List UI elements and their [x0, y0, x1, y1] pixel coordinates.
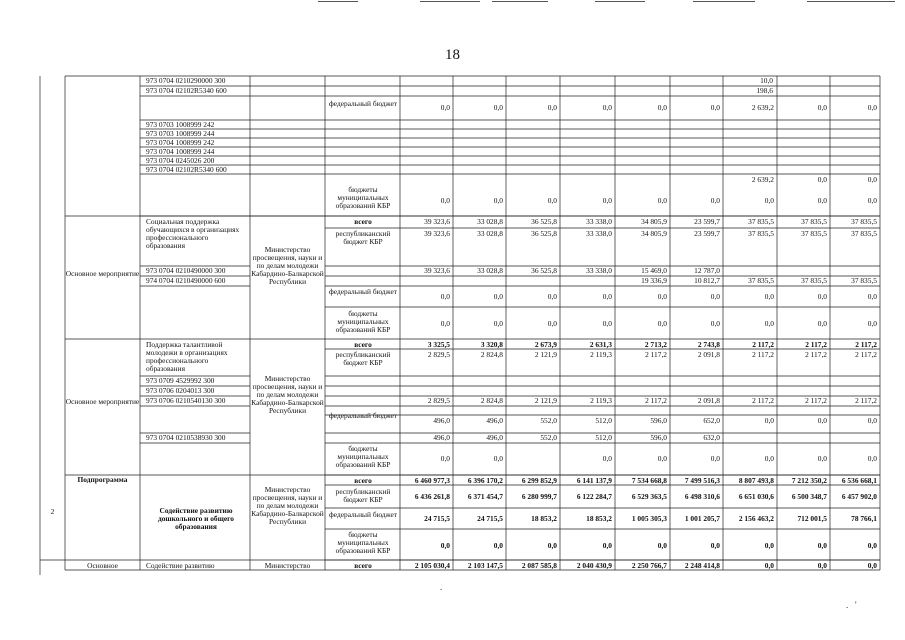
value-cell: 0,0 — [867, 292, 877, 301]
value-cell: 2 743,8 — [697, 340, 720, 349]
value-cell: 0,0 — [440, 292, 450, 301]
value-cell: 37 835,5 — [748, 217, 774, 226]
budget-code: 973 0703 1008999 244 — [146, 129, 215, 138]
value-cell: 2 117,2 — [752, 340, 774, 349]
value-cell: 6 396 170,2 — [467, 476, 503, 485]
value-cell: 0,0 — [493, 319, 503, 328]
value-cell: 2 121,9 — [534, 396, 557, 405]
funding-source: республиканский бюджет КБР — [335, 350, 391, 367]
value-cell: 0,0 — [867, 561, 877, 570]
value-cell: 2 117,2 — [855, 350, 877, 359]
funding-source: всего — [354, 340, 372, 349]
value-cell: 0,0 — [602, 319, 612, 328]
funding-source: всего — [354, 561, 372, 570]
value-cell: 0,0 — [867, 319, 877, 328]
value-cell: 0,0 — [867, 103, 877, 112]
value-cell: 0,0 — [764, 319, 774, 328]
value-cell: 36 525,8 — [531, 266, 557, 275]
value-cell: 632,0 — [703, 433, 720, 442]
value-cell: 2 117,2 — [645, 396, 667, 405]
value-cell: 39 323,6 — [424, 229, 450, 238]
value-cell: 0,0 — [817, 319, 827, 328]
value-cell: 0,0 — [547, 541, 557, 550]
value-cell: 596,0 — [650, 416, 667, 425]
value-cell: 0,0 — [657, 103, 667, 112]
value-cell: 33 028,8 — [477, 266, 503, 275]
funding-source: бюджеты муниципальных образований КБР — [335, 185, 391, 210]
budget-code: 973 0709 4529992 300 — [146, 376, 215, 385]
value-cell: 2 105 030,4 — [414, 561, 450, 570]
value-cell: 0,0 — [867, 454, 877, 463]
budget-code: 973 0703 1008999 242 — [146, 120, 215, 129]
value-cell: 2 250 766,7 — [631, 561, 667, 570]
value-cell: 0,0 — [710, 292, 720, 301]
value-cell: 24 715,5 — [424, 514, 450, 523]
budget-code: 973 0704 1008999 242 — [146, 138, 215, 147]
value-cell: 3 325,5 — [427, 340, 450, 349]
value-cell: 2 673,9 — [534, 340, 557, 349]
value-cell: 0,0 — [764, 454, 774, 463]
value-cell: 0,0 — [602, 541, 612, 550]
value-cell: 0,0 — [657, 541, 667, 550]
measure-name: Содействие развитию — [146, 561, 215, 570]
value-cell: 6 651 030,6 — [738, 492, 774, 501]
value-cell: 2 091,8 — [697, 350, 720, 359]
value-cell: 7 534 668,8 — [631, 476, 667, 485]
value-cell: 37 835,5 — [748, 276, 774, 285]
value-cell: 15 469,0 — [641, 266, 667, 275]
value-cell: 552,0 — [540, 416, 557, 425]
measure-type: Основное мероприятие — [65, 269, 140, 278]
value-cell: 2 117,2 — [805, 340, 827, 349]
value-cell: 2 119,3 — [590, 396, 612, 405]
value-cell: 0,0 — [817, 416, 827, 425]
value-cell: 496,0 — [486, 416, 503, 425]
value-cell: 712 001,5 — [797, 514, 827, 523]
value-cell: 652,0 — [703, 416, 720, 425]
value-cell: 0,0 — [440, 541, 450, 550]
value-cell: 6 500 348,7 — [791, 492, 827, 501]
funding-source: всего — [354, 217, 372, 226]
value-cell: 2 091,8 — [697, 396, 720, 405]
budget-code: 973 0704 0210538930 300 — [146, 433, 226, 442]
value-cell: 2 824,8 — [480, 396, 503, 405]
value-cell: 496,0 — [433, 433, 450, 442]
budget-code: 973 0704 0210290000 300 — [146, 76, 226, 85]
value-cell: 2 103 147,5 — [467, 561, 503, 570]
value-cell: 12 787,0 — [694, 266, 720, 275]
funding-source: федеральный бюджет — [328, 287, 398, 296]
value-cell: 0,0 — [602, 292, 612, 301]
value-cell: 2 156 463,2 — [738, 514, 774, 523]
value-cell: 0,0 — [440, 454, 450, 463]
value-cell: 37 835,5 — [851, 229, 877, 238]
value-cell: 2 087 585,8 — [521, 561, 557, 570]
value-cell: 0,0 — [602, 196, 612, 205]
value-cell: 0,0 — [547, 196, 557, 205]
scan-mark: . — [440, 582, 443, 592]
value-cell: 6 460 977,3 — [414, 476, 450, 485]
value-cell: 0,0 — [817, 561, 827, 570]
value-cell: 0,0 — [602, 103, 612, 112]
funding-source: всего — [354, 476, 372, 485]
value-cell: 2 117,2 — [855, 396, 877, 405]
value-cell: 6 141 137,9 — [576, 476, 612, 485]
value-cell: 0,0 — [657, 454, 667, 463]
value-cell: 0,0 — [817, 196, 827, 205]
value-cell: 512,0 — [595, 433, 612, 442]
value-cell: 0,0 — [657, 319, 667, 328]
executor: Министерство просвещения, науки и по делам молодежи Кабардино-Балкарской Республики — [251, 245, 324, 286]
funding-source: федеральный бюджет — [328, 411, 398, 420]
value-cell: 0,0 — [440, 319, 450, 328]
value-cell: 0,0 — [493, 103, 503, 112]
value-cell: 0,0 — [817, 292, 827, 301]
value-cell: 198,6 — [756, 86, 773, 95]
value-cell: 8 807 493,8 — [738, 476, 774, 485]
value-cell: 0,0 — [867, 174, 877, 184]
value-cell: 23 599,7 — [694, 217, 720, 226]
value-cell: 10 812,7 — [694, 276, 720, 285]
value-cell: 2 639,2 — [751, 174, 774, 184]
value-cell: 37 835,5 — [801, 229, 827, 238]
measure-type: Основное мероприятие — [65, 397, 140, 406]
value-cell: 0,0 — [657, 292, 667, 301]
value-cell: 34 805,9 — [641, 229, 667, 238]
value-cell: 0,0 — [710, 196, 720, 205]
value-cell: 496,0 — [433, 416, 450, 425]
value-cell: 0,0 — [867, 416, 877, 425]
value-cell: 0,0 — [440, 196, 450, 205]
budget-code: 973 0704 0245026 200 — [146, 156, 215, 165]
value-cell: 496,0 — [486, 433, 503, 442]
budget-code: 973 0706 0204013 300 — [146, 386, 215, 395]
measure-name: Социальная поддержка обучающихся в организациях профессионального образования — [146, 217, 240, 250]
value-cell: 34 805,9 — [641, 217, 667, 226]
value-cell: 2 117,2 — [805, 396, 827, 405]
funding-source: республиканский бюджет КБР — [335, 487, 391, 504]
value-cell: 2 824,8 — [480, 350, 503, 359]
funding-source: федеральный бюджет — [328, 99, 398, 108]
value-cell: 6 371 454,7 — [467, 492, 503, 501]
value-cell: 0,0 — [493, 292, 503, 301]
value-cell: 39 323,6 — [424, 266, 450, 275]
value-cell: 0,0 — [493, 454, 503, 463]
value-cell: 24 715,5 — [477, 514, 503, 523]
measure-name: Содействие развитию дошкольного и общего образования — [157, 506, 235, 531]
value-cell: 0,0 — [657, 196, 667, 205]
budget-code: 973 0704 0210490000 300 — [146, 266, 226, 275]
value-cell: 0,0 — [817, 454, 827, 463]
value-cell: 0,0 — [602, 454, 612, 463]
scan-mark: . ' — [846, 600, 857, 610]
value-cell: 18 853,2 — [531, 514, 557, 523]
value-cell: 0,0 — [710, 319, 720, 328]
value-cell: 2 119,3 — [590, 350, 612, 359]
measure-type: Основное — [87, 561, 118, 570]
funding-source: бюджеты муниципальных образований КБР — [335, 444, 391, 469]
value-cell: 78 766,1 — [851, 514, 877, 523]
value-cell: 0,0 — [817, 174, 827, 184]
value-cell: 33 028,8 — [477, 217, 503, 226]
value-cell: 2 248 414,8 — [684, 561, 720, 570]
value-cell: 37 835,5 — [851, 217, 877, 226]
value-cell: 2 040 430,9 — [576, 561, 612, 570]
executor: Министерство просвещения, науки и по делам молодежи Кабардино-Балкарской Республики — [251, 485, 324, 526]
budget-code: 973 0706 0210540130 300 — [146, 396, 226, 405]
budget-code: 973 0704 02102R5340 600 — [146, 86, 227, 95]
value-cell: 6 529 363,5 — [631, 492, 667, 501]
value-cell: 0,0 — [493, 196, 503, 205]
value-cell: 33 028,8 — [477, 229, 503, 238]
value-cell: 2 121,9 — [534, 350, 557, 359]
value-cell: 0,0 — [547, 103, 557, 112]
value-cell: 23 599,7 — [694, 229, 720, 238]
value-cell: 2 117,2 — [752, 350, 774, 359]
value-cell: 6 280 999,7 — [521, 492, 557, 501]
value-cell: 33 338,0 — [586, 217, 612, 226]
funding-source: федеральный бюджет — [328, 510, 398, 519]
value-cell: 3 320,8 — [480, 340, 503, 349]
value-cell: 512,0 — [595, 416, 612, 425]
value-cell: 2 117,2 — [855, 340, 877, 349]
executor: Министерство просвещения, науки и по делам молодежи Кабардино-Балкарской Республики — [251, 374, 324, 415]
value-cell: 1 005 305,3 — [631, 514, 667, 523]
measure-type: Подпрограмма — [77, 475, 128, 484]
value-cell: 0,0 — [867, 541, 877, 550]
value-cell: 2 829,5 — [427, 350, 450, 359]
page-number: 18 — [445, 47, 460, 63]
value-cell: 33 338,0 — [586, 266, 612, 275]
value-cell: 6 536 668,1 — [841, 476, 877, 485]
value-cell: 0,0 — [817, 103, 827, 112]
executor: Министерство — [264, 561, 311, 570]
funding-source: республиканский бюджет КБР — [335, 229, 391, 246]
value-cell: 2 631,3 — [589, 340, 612, 349]
value-cell: 6 299 852,9 — [521, 476, 557, 485]
value-cell: 37 835,5 — [801, 217, 827, 226]
value-cell: 0,0 — [764, 541, 774, 550]
value-cell: 0,0 — [764, 416, 774, 425]
value-cell: 2 639,2 — [751, 103, 774, 112]
value-cell: 6 457 902,0 — [841, 492, 877, 501]
value-cell: 36 525,8 — [531, 217, 557, 226]
value-cell: 0,0 — [547, 292, 557, 301]
value-cell: 36 525,8 — [531, 229, 557, 238]
budget-code: 973 0704 02102R5340 600 — [146, 165, 227, 174]
value-cell: 2 117,2 — [752, 396, 774, 405]
value-cell: 596,0 — [650, 433, 667, 442]
value-cell: 37 835,5 — [851, 276, 877, 285]
value-cell: 0,0 — [867, 196, 877, 205]
value-cell: 7 212 350,2 — [791, 476, 827, 485]
budget-code: 973 0704 1008999 244 — [146, 147, 215, 156]
value-cell: 6 498 310,6 — [684, 492, 720, 501]
value-cell: 18 853,2 — [586, 514, 612, 523]
row-number: 2 — [50, 507, 55, 516]
value-cell: 0,0 — [710, 454, 720, 463]
value-cell: 0,0 — [817, 541, 827, 550]
value-cell: 0,0 — [764, 292, 774, 301]
value-cell: 6 122 284,7 — [576, 492, 612, 501]
value-cell: 37 835,5 — [748, 229, 774, 238]
value-cell: 7 499 516,3 — [684, 476, 720, 485]
value-cell: 33 338,0 — [586, 229, 612, 238]
funding-source: бюджеты муниципальных образований КБР — [335, 309, 391, 334]
funding-source: бюджеты муниципальных образований КБР — [335, 530, 391, 555]
value-cell: 2 117,2 — [805, 350, 827, 359]
value-cell: 2 117,2 — [645, 350, 667, 359]
value-cell: 37 835,5 — [801, 276, 827, 285]
value-cell: 0,0 — [547, 319, 557, 328]
value-cell: 0,0 — [764, 196, 774, 205]
value-cell: 2 713,2 — [644, 340, 667, 349]
measure-name: Поддержка талантливой молодежи в организациях профессионального образования — [146, 340, 228, 373]
value-cell: 10,0 — [760, 76, 773, 85]
value-cell: 0,0 — [493, 541, 503, 550]
value-cell: 1 001 205,7 — [684, 514, 720, 523]
value-cell: 19 336,9 — [641, 276, 667, 285]
budget-code: 974 0704 0210490000 600 — [146, 276, 226, 285]
value-cell: 0,0 — [440, 103, 450, 112]
value-cell: 0,0 — [764, 561, 774, 570]
value-cell: 0,0 — [710, 541, 720, 550]
value-cell: 2 829,5 — [427, 396, 450, 405]
value-cell: 39 323,6 — [424, 217, 450, 226]
value-cell: 0,0 — [710, 103, 720, 112]
value-cell: 552,0 — [540, 433, 557, 442]
value-cell: 6 436 261,8 — [414, 492, 450, 501]
